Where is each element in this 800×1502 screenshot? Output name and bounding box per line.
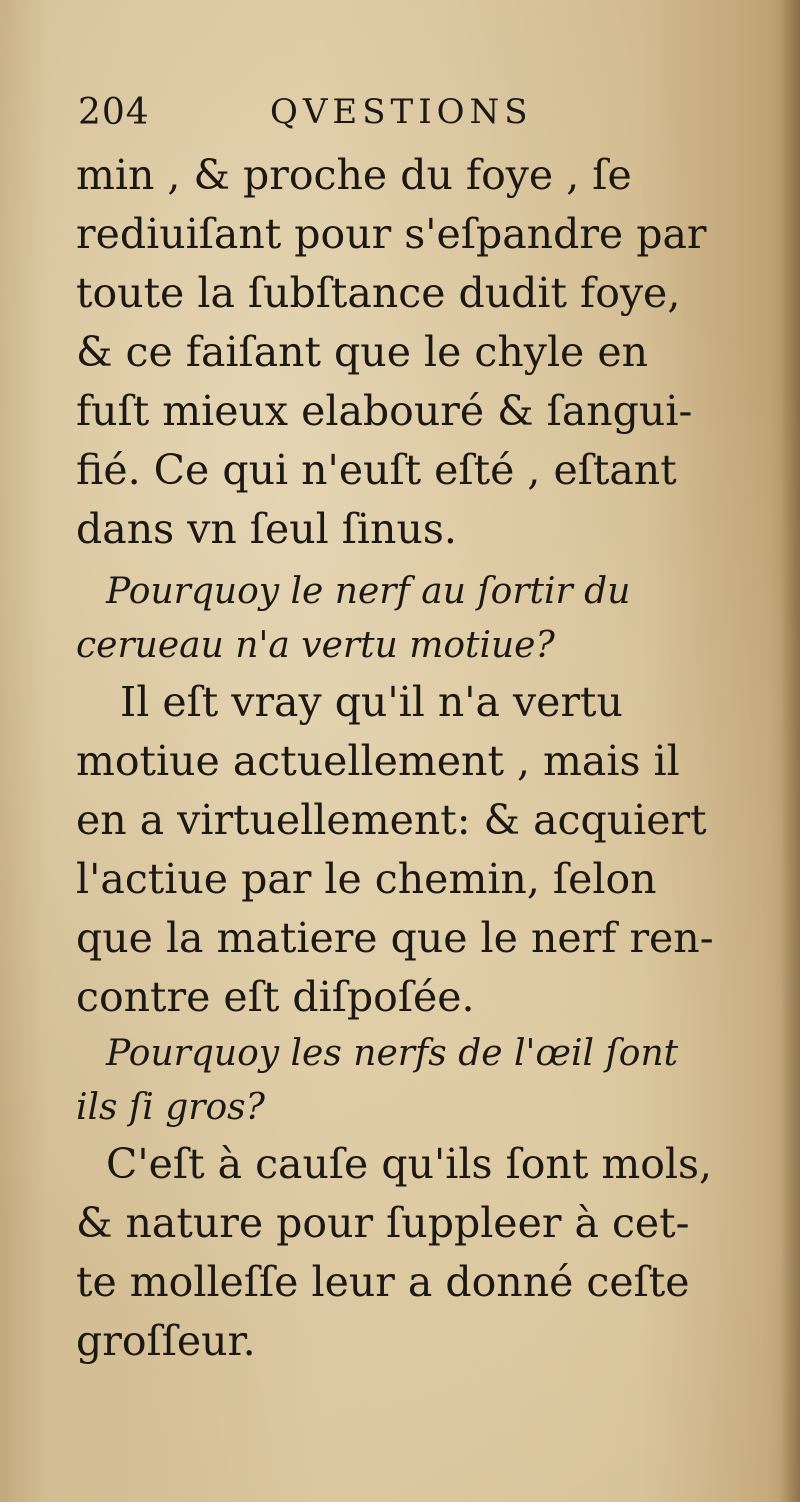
question-heading: ils ſi gros? bbox=[76, 1087, 265, 1128]
answer-line: groſſeur. bbox=[76, 1317, 256, 1365]
page-number: 204 bbox=[78, 92, 150, 133]
text-line: rediuiſant pour s'eſpandre par bbox=[76, 210, 707, 258]
text-line: & ce faiſant que le chyle en bbox=[76, 328, 649, 376]
text-line: dans vn ſeul ſinus. bbox=[76, 505, 457, 553]
question-heading: Pourquoy le nerf au ſortir du bbox=[106, 571, 631, 612]
text-line: min , & proche du foye , ſe bbox=[76, 151, 632, 199]
text-line: fié. Ce qui n'euſt eſté , eſtant bbox=[76, 446, 677, 494]
answer-line: en a virtuellement: & acquiert bbox=[76, 796, 707, 844]
text-line: fuſt mieux elabouré & ſangui- bbox=[76, 387, 693, 435]
text-line: toute la ſubſtance dudit foye, bbox=[76, 269, 681, 317]
question-heading: cerueau n'a vertu motiue? bbox=[76, 625, 555, 666]
answer-line: que la matiere que le nerf ren- bbox=[76, 914, 714, 962]
body-text bbox=[76, 146, 716, 1371]
running-title: QVESTIONS bbox=[270, 92, 533, 132]
question-heading: Pourquoy les nerfs de l'œil ſont bbox=[106, 1033, 679, 1074]
page-edge-shadow bbox=[780, 0, 800, 1502]
answer-line: contre eſt diſpoſée. bbox=[76, 973, 475, 1021]
answer-line: motiue actuellement , mais il bbox=[76, 737, 680, 785]
answer-line: C'eſt à cauſe qu'ils ſont mols, bbox=[106, 1140, 713, 1188]
answer-line: Il eſt vray qu'il n'a vertu bbox=[120, 678, 623, 726]
page-header bbox=[78, 88, 718, 144]
answer-line: te molleſſe leur a donné ceſte bbox=[76, 1258, 690, 1306]
answer-line: & nature pour ſuppleer à cet- bbox=[76, 1199, 690, 1247]
answer-line: l'actiue par le chemin, ſelon bbox=[76, 855, 657, 903]
